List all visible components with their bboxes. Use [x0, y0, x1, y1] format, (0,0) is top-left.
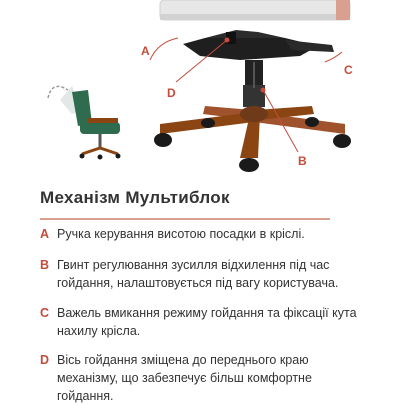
- feature-marker-c: C: [40, 306, 50, 320]
- callout-letter-b: B: [298, 154, 307, 168]
- tilt-mechanism: [183, 30, 334, 60]
- feature-item-c: [40, 304, 370, 340]
- feature-marker-d: D: [40, 353, 50, 367]
- feature-text-a: Ручка керування висотою посадки в кріслі.: [57, 227, 305, 241]
- feature-text-b: Гвинт регулювання зусилля відхилення під час гойдання, налаштовується під вагу користувача.: [57, 258, 339, 290]
- callout-arrow-a: [150, 38, 178, 60]
- callout-letter-c: C: [344, 63, 353, 77]
- gas-lift: [243, 60, 265, 107]
- callout-arrow-c: [325, 52, 342, 62]
- feature-marker-a: A: [40, 227, 50, 241]
- wooden-base: [160, 106, 345, 158]
- callout-letter-d: D: [167, 86, 176, 100]
- feature-text-d: Вісь гойдання зміщена до переднього краю механізму, що забезпечує більш комфортне гойдання.: [57, 353, 312, 403]
- feature-marker-b: B: [40, 258, 50, 272]
- title-divider: [40, 218, 330, 220]
- feature-text-c: Важель вмикання режиму гойдання та фіксації кута нахилу крісла.: [57, 306, 357, 338]
- seat-underside: [160, 0, 350, 20]
- feature-item-d: [40, 351, 370, 405]
- chair-thumbnail: [48, 86, 121, 160]
- feature-item-b: [40, 256, 370, 292]
- chair-mechanism-illustration: [0, 0, 400, 180]
- section-title: Механізм Мультиблок: [40, 188, 230, 207]
- feature-item-a: [40, 225, 370, 243]
- callout-letter-a: A: [141, 44, 150, 58]
